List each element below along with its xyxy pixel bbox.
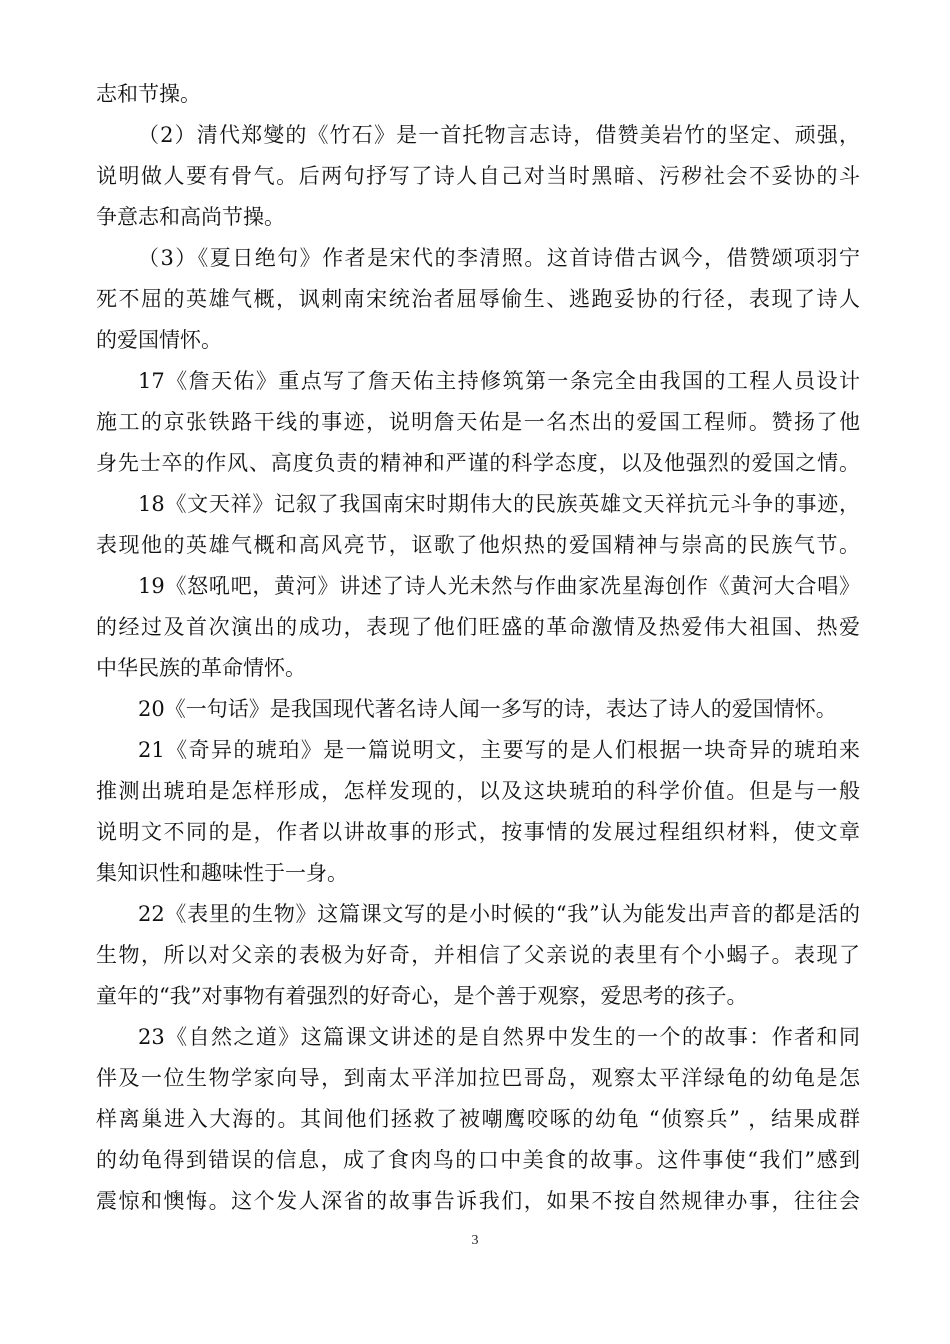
text-line: 的爱国情怀。 <box>96 328 222 352</box>
text-line: 伴及一位生物学家向导，到南太平洋加拉巴哥岛，观察太平洋绿龟的幼龟是怎 <box>96 1066 860 1090</box>
text-line: 样离巢进入大海的。其间他们拯救了被嘲鹰咬啄的幼龟 “侦察兵” ，结果成群 <box>96 1107 860 1131</box>
text-line: （2）清代郑燮的《竹石》是一首托物言志诗，借赞美岩竹的坚定、顽强， <box>138 123 860 147</box>
text-line: 推测出琥珀是怎样形成，怎样发现的，以及这块琥珀的科学价值。但是与一般 <box>96 779 860 803</box>
text-line: 中华民族的革命情怀。 <box>96 656 306 680</box>
text-line: 生物，所以对父亲的表极为好奇，并相信了父亲说的表里有个小蝎子。表现了 <box>96 943 860 967</box>
text-line: 集知识性和趣味性于一身。 <box>96 861 348 885</box>
text-line: 21《奇异的琥珀》是一篇说明文，主要写的是人们根据一块奇异的琥珀来 <box>138 738 860 762</box>
text-line: 19《怒吼吧，黄河》讲述了诗人光未然与作曲家冼星海创作《黄河大合唱》 <box>138 574 860 598</box>
text-line: 身先士卒的作风、高度负责的精神和严谨的科学态度，以及他强烈的爱国之情。 <box>96 451 860 475</box>
text-line: 童年的“我”对事物有着强烈的好奇心，是个善于观察，爱思考的孩子。 <box>96 984 748 1008</box>
text-line: 志和节操。 <box>96 82 201 106</box>
text-line: 说明做人要有骨气。后两句抒写了诗人自己对当时黑暗、污秽社会不妥协的斗 <box>96 164 860 188</box>
text-line: 说明文不同的是，作者以讲故事的形式，按事情的发展过程组织材料，使文章 <box>96 820 860 844</box>
text-line: 争意志和高尚节操。 <box>96 205 285 229</box>
text-line: 的幼龟得到错误的信息，成了食肉鸟的口中美食的故事。这件事使“我们”感到 <box>96 1148 860 1172</box>
text-line: 表现他的英雄气概和高风亮节，讴歌了他炽热的爱国精神与崇高的民族气节。 <box>96 533 860 557</box>
text-line: 18《文天祥》记叙了我国南宋时期伟大的民族英雄文天祥抗元斗争的事迹， <box>138 492 860 516</box>
text-line: 23《自然之道》这篇课文讲述的是自然界中发生的一个的故事：作者和同 <box>138 1025 860 1049</box>
text-line: 死不屈的英雄气概，讽刺南宋统治者屈辱偷生、逃跑妥协的行径，表现了诗人 <box>96 287 860 311</box>
text-line: 施工的京张铁路干线的事迹，说明詹天佑是一名杰出的爱国工程师。赞扬了他 <box>96 410 860 434</box>
text-line: 20《一句话》是我国现代著名诗人闻一多写的诗，表达了诗人的爱国情怀。 <box>138 697 837 721</box>
page-number: 3 <box>471 1233 479 1248</box>
text-line: 的经过及首次演出的成功，表现了他们旺盛的革命激情及热爱伟大祖国、热爱 <box>96 615 860 639</box>
text-line: 震惊和懊悔。这个发人深省的故事告诉我们，如果不按自然规律办事，往往会 <box>96 1189 860 1213</box>
text-line: 22《表里的生物》这篇课文写的是小时候的“我”认为能发出声音的都是活的 <box>138 902 860 926</box>
text-line: 17《詹天佑》重点写了詹天佑主持修筑第一条完全由我国的工程人员设计 <box>138 369 860 393</box>
body-text <box>96 74 860 1222</box>
text-line: （3）《夏日绝句》作者是宋代的李清照。这首诗借古讽今，借赞颂项羽宁 <box>138 246 860 270</box>
